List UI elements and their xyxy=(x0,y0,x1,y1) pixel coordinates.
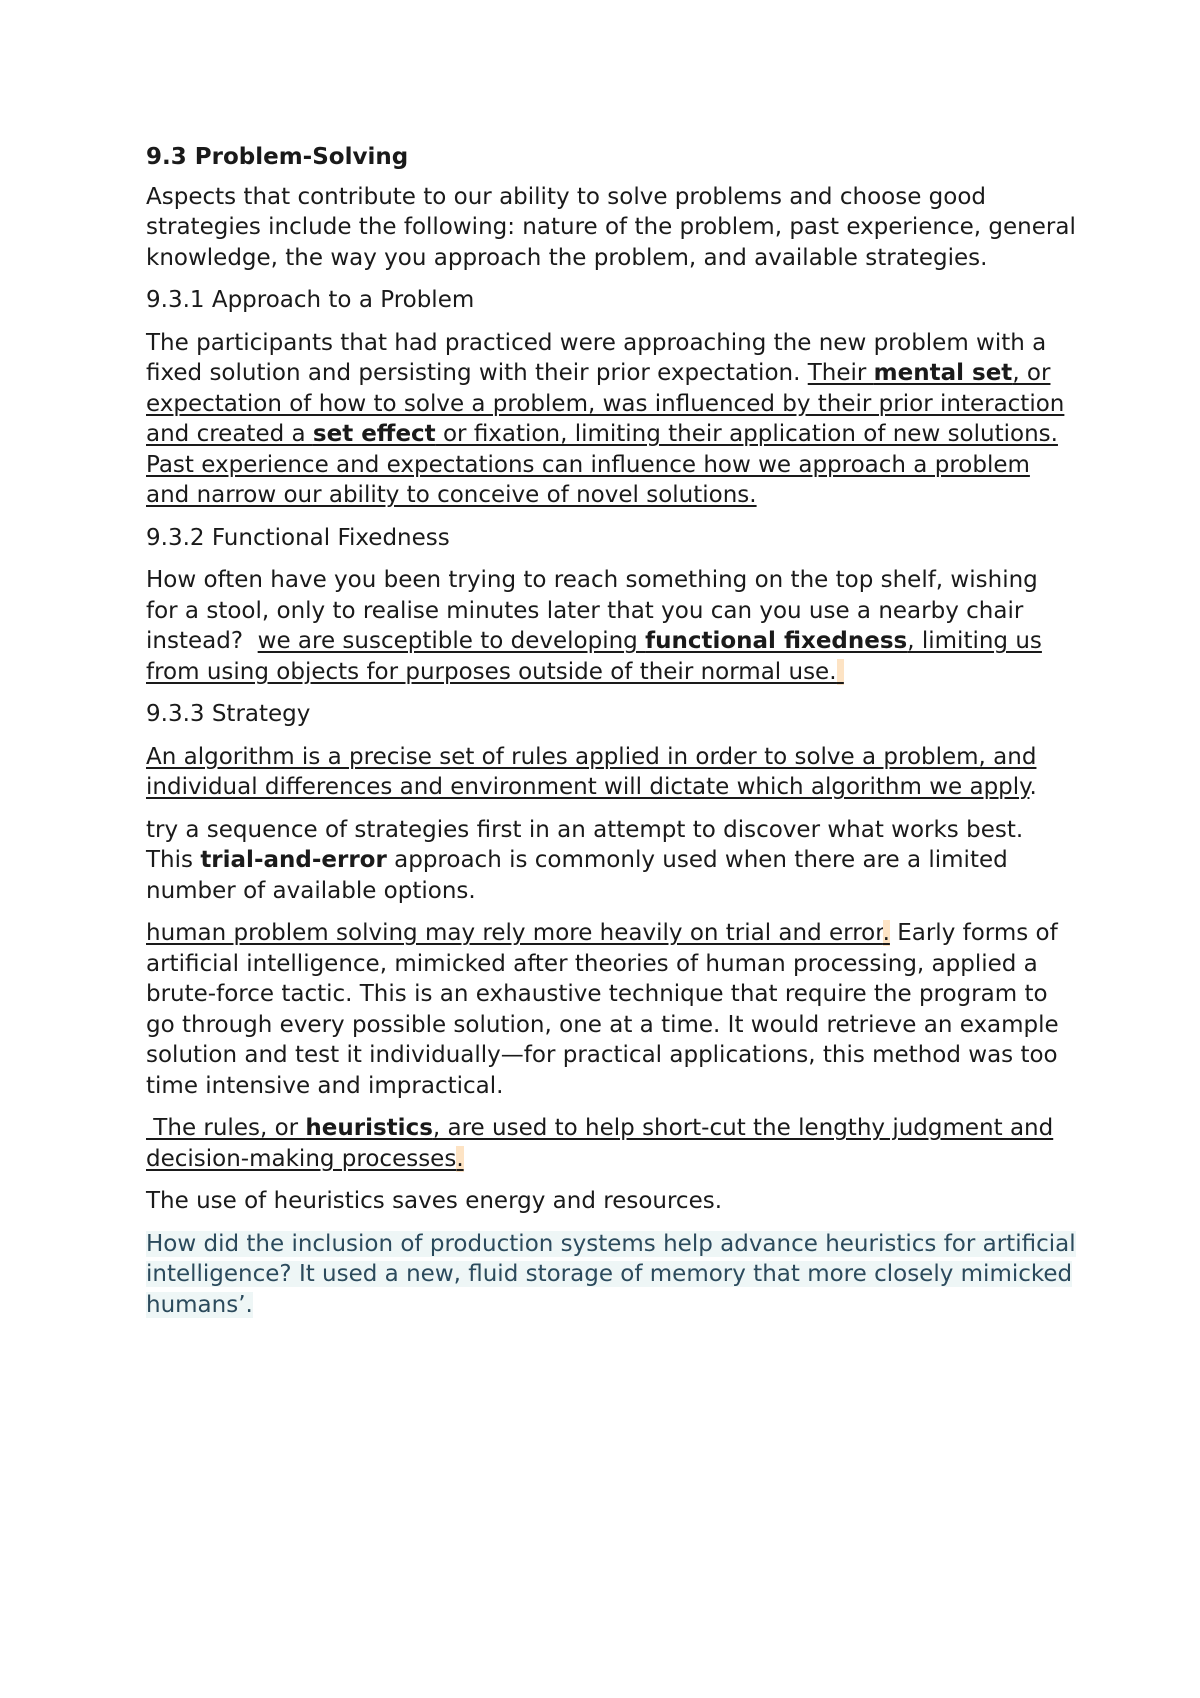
subsection-title-fixedness: 9.3.2 Functional Fixedness xyxy=(146,524,450,551)
mental-set-term: mental set xyxy=(873,360,1013,386)
algorithm-text: An algorithm is a precise set of rules applied in order to solve a problem, and individual differences and environment will dictate which algorithm we apply xyxy=(146,743,1037,800)
human-paragraph xyxy=(146,918,1076,1101)
set-effect-term: set effect xyxy=(312,421,436,447)
fixedness-paragraph xyxy=(146,565,1076,687)
approach-paragraph xyxy=(146,328,1076,511)
heuristics-paragraph xyxy=(146,1113,1076,1174)
functional-fixedness-term: functional fixedness xyxy=(645,628,908,654)
approach-text: The participants that had practiced were approaching the new problem with a fixed solution and persisting with their prior expectation. xyxy=(146,329,1047,386)
heuristics-term: heuristics xyxy=(305,1115,433,1141)
heuristics-underlined: The rules, or heuristics, are used to help short-cut the lengthy judgment and decision-making processes. xyxy=(146,1115,1054,1172)
comment-highlight xyxy=(837,659,844,685)
energy-paragraph: The use of heuristics saves energy and resources. xyxy=(146,1188,723,1214)
trial-text-2: approach is commonly used when there are a limited number of available options. xyxy=(146,847,1008,904)
comment-highlight: . xyxy=(882,920,890,946)
subsection-title-approach: 9.3.1 Approach to a Problem xyxy=(146,287,475,313)
human-underlined: human problem solving may rely more heavily on trial and error xyxy=(146,920,883,946)
subsection-title-strategy: 9.3.3 Strategy xyxy=(146,701,311,727)
fixedness-underlined: we are susceptible to developing functional fixedness, limiting us from using objects for purposes outside of their normal use. xyxy=(146,628,1042,685)
trial-and-error-term: trial-and-error xyxy=(200,847,387,873)
intro-paragraph: Aspects that contribute to our ability to solve problems and choose good strategies include the following: nature of the problem, past experience, general knowledge, the way you approach the problem, and available strategies. xyxy=(146,183,1076,271)
trial-paragraph xyxy=(146,815,1076,907)
question-text: How did the inclusion of production systems help advance heuristics for artificial intelligence? It used a new, fluid storage of memory that more closely mimicked humans’. xyxy=(146,1230,1076,1318)
mental-set-text: Their mental set, or expectation of how to solve a problem, was influenced by their prior interaction and created a set effect or fixation, limiting their application of new solutions. Past experience and expectations can influence how we approach a problem and narrow our ability to conceive of novel solutions. xyxy=(146,360,1065,508)
algorithm-paragraph xyxy=(146,742,1076,803)
section-heading: 9.3 Problem-Solving xyxy=(146,144,409,170)
comment-highlight: . xyxy=(456,1145,464,1172)
algorithm-period: . xyxy=(1029,774,1037,800)
fixedness-text: How often have you been trying to reach something on the top shelf, wishing for a stool, only to realise minutes later that you can you use a nearby chair instead? xyxy=(146,567,1046,654)
human-rest: Early forms of artificial intelligence, mimicked after theories of human processing, applied a brute-force tactic. This is an exhaustive technique that require the program to go through every possible solution, one at a time. It would retrieve an example solution and test it individually—for practical applications, this method was too time intensive and impractical. xyxy=(146,920,1059,1099)
question-paragraph xyxy=(146,1229,1076,1321)
trial-text-1: try a sequence of strategies first in an attempt to discover what works best. This xyxy=(146,816,1024,873)
